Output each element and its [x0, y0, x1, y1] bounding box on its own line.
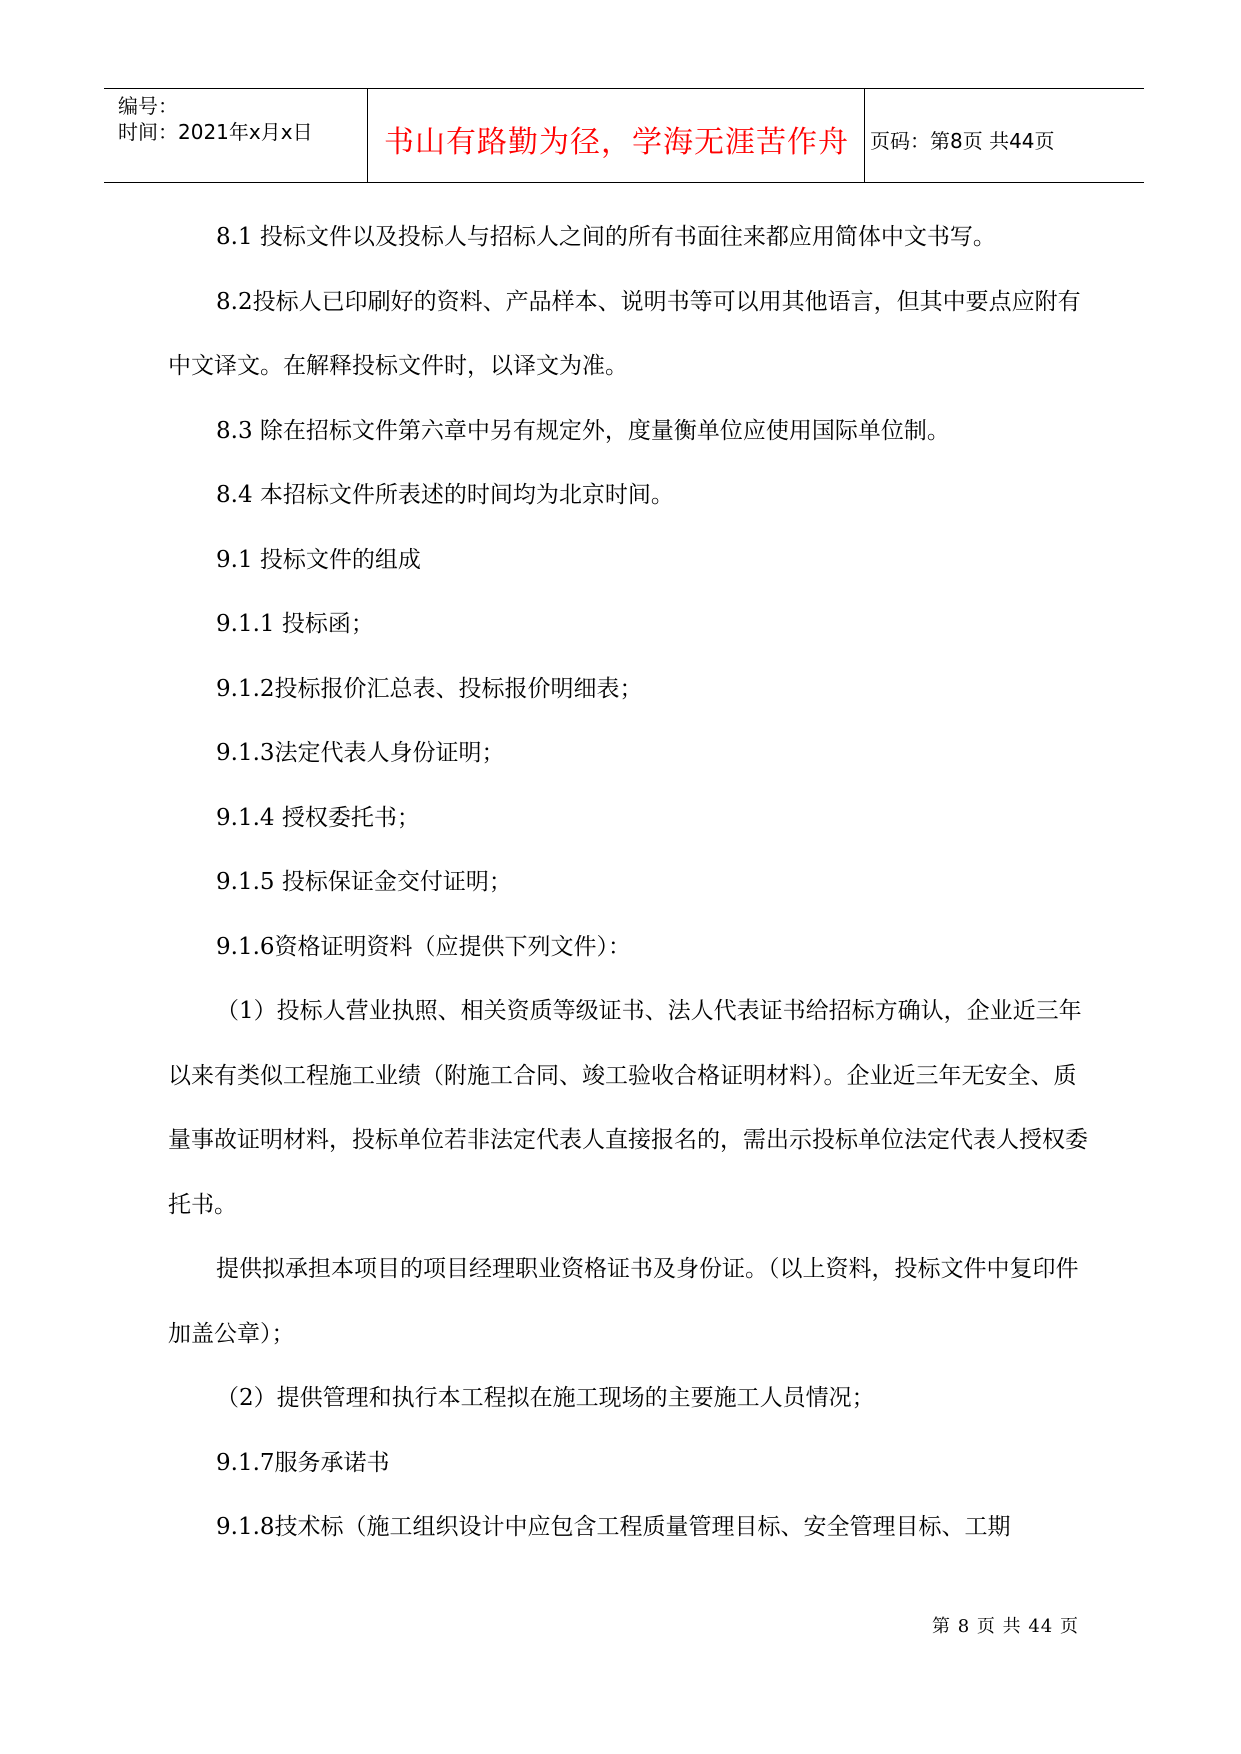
header-page-number: 页码：第8页 共44页: [870, 129, 1055, 153]
paragraph: 9.1.8技术标（施工组织设计中应包含工程质量管理目标、安全管理目标、工期: [216, 1514, 1011, 1540]
paragraph: 8.4 本招标文件所表述的时间均为北京时间。: [216, 482, 674, 508]
paragraph: 8.3 除在招标文件第六章中另有规定外，度量衡单位应使用国际单位制。: [216, 417, 950, 444]
paragraph: 9.1.7服务承诺书: [216, 1449, 390, 1476]
header-divider-right: [864, 89, 865, 182]
header-divider-left: [367, 89, 368, 182]
paragraph: 9.1.2投标报价汇总表、投标报价明细表；: [216, 675, 643, 702]
page-header: [104, 88, 1144, 183]
document-body: [168, 205, 1088, 1560]
page-footer-number: 第 8 页 共 44 页: [932, 1616, 1079, 1637]
paragraph: 提供拟承担本项目的项目经理职业资格证书及身份证。（以上资料，投标文件中复印件加盖公章）；: [168, 1256, 1079, 1347]
paragraph: 9.1 投标文件的组成: [216, 546, 421, 573]
paragraph: 9.1.1 投标函；: [216, 611, 374, 637]
paragraph: 9.1.3法定代表人身份证明；: [216, 740, 505, 766]
paragraph: （1）投标人营业执照、相关资质等级证书、法人代表证书给招标方确认，企业近三年以来有类似工程施工业绩（附施工合同、竣工验收合格证明材料）。企业近三年无安全、质量事故证明材料，投标单位若非法定代表人直接报名的，需出示投标单位法定代表人授权委托书。: [168, 998, 1088, 1218]
paragraph: 8.2投标人已印刷好的资料、产品样本、说明书等可以用其他语言，但其中要点应附有中文译文。在解释投标文件时，以译文为准。: [168, 288, 1081, 379]
document-time-label: 时间：2021年x月x日: [118, 120, 313, 144]
paragraph: 9.1.5 投标保证金交付证明；: [216, 869, 512, 895]
document-number-label: 编号：: [118, 94, 178, 118]
header-meta: [118, 93, 313, 145]
paragraph: 8.1 投标文件以及投标人与招标人之间的所有书面往来都应用简体中文书写。: [216, 224, 996, 250]
paragraph: 9.1.4 授权委托书；: [216, 804, 420, 831]
header-motto: 书山有路勤为径，学海无涯苦作舟: [384, 125, 849, 160]
paragraph: （2）提供管理和执行本工程拟在施工现场的主要施工人员情况；: [216, 1385, 875, 1411]
paragraph: 9.1.6资格证明资料（应提供下列文件）：: [216, 933, 632, 960]
